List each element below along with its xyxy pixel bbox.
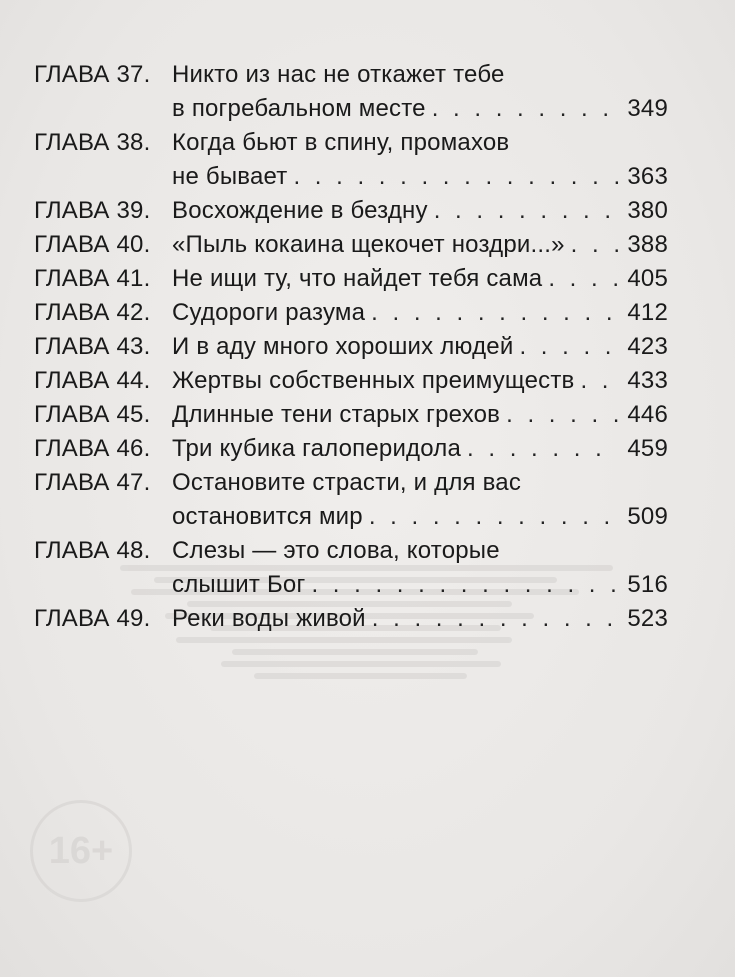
toc-entry <box>34 126 668 194</box>
toc-entry-line <box>34 58 668 92</box>
dot-leader <box>467 432 618 466</box>
chapter-title: Никто из нас не откажет тебе <box>172 61 505 88</box>
toc-entry-line <box>34 398 668 432</box>
toc-entry-line <box>34 330 668 364</box>
toc-entry <box>34 296 668 330</box>
chapter-number: ГЛАВА 37. <box>34 61 151 88</box>
toc-entry <box>34 194 668 228</box>
dot-leader <box>432 92 618 126</box>
toc-entry-continuation <box>34 92 668 126</box>
chapter-number: ГЛАВА 48. <box>34 537 151 564</box>
toc-entry-line <box>34 364 668 398</box>
dot-leader <box>506 398 618 432</box>
toc-entry-line <box>34 432 668 466</box>
table-of-contents <box>34 58 668 636</box>
chapter-title: не бывает <box>172 163 288 190</box>
chapter-title: И в аду много хороших людей <box>172 333 514 360</box>
page-number: 516 <box>627 571 668 598</box>
chapter-title: в погребальном месте <box>172 95 426 122</box>
toc-entry <box>34 228 668 262</box>
toc-entry <box>34 602 668 636</box>
toc-entry-line <box>34 262 668 296</box>
chapter-title: Слезы — это слова, которые <box>172 537 500 564</box>
chapter-number: ГЛАВА 46. <box>34 435 151 462</box>
page-number: 523 <box>627 605 668 632</box>
dot-leader <box>293 160 618 194</box>
toc-entry-continuation <box>34 568 668 602</box>
toc-entry <box>34 398 668 432</box>
page-number: 412 <box>627 299 668 326</box>
toc-entry-line <box>34 126 668 160</box>
chapter-title: Не ищи ту, что найдет тебя сама <box>172 265 543 292</box>
toc-entry-line <box>34 602 668 636</box>
toc-entry <box>34 466 668 534</box>
chapter-number: ГЛАВА 39. <box>34 197 151 224</box>
chapter-number: ГЛАВА 41. <box>34 265 151 292</box>
dot-leader <box>311 568 618 602</box>
chapter-title: Судороги разума <box>172 299 366 326</box>
dot-leader <box>580 364 618 398</box>
page-number: 388 <box>627 231 668 258</box>
toc-entry <box>34 58 668 126</box>
chapter-title: «Пыль кокаина щекочет ноздри...» <box>172 231 565 258</box>
toc-entry <box>34 330 668 364</box>
page-number: 363 <box>627 163 668 190</box>
toc-entry <box>34 262 668 296</box>
page-number: 380 <box>627 197 668 224</box>
chapter-number: ГЛАВА 45. <box>34 401 151 428</box>
dot-leader <box>548 262 618 296</box>
chapter-number: ГЛАВА 47. <box>34 469 151 496</box>
age-rating-mark: 16+ <box>30 800 132 902</box>
page-number: 349 <box>627 95 668 122</box>
chapter-number: ГЛАВА 44. <box>34 367 151 394</box>
chapter-title: Восхождение в бездну <box>172 197 428 224</box>
chapter-number: ГЛАВА 42. <box>34 299 151 326</box>
page-number: 459 <box>627 435 668 462</box>
chapter-number: ГЛАВА 43. <box>34 333 151 360</box>
dot-leader <box>519 330 618 364</box>
page-number: 423 <box>627 333 668 360</box>
toc-entry-line <box>34 534 668 568</box>
dot-leader <box>369 500 618 534</box>
toc-entry <box>34 534 668 602</box>
dot-leader <box>434 194 618 228</box>
chapter-number: ГЛАВА 38. <box>34 129 151 156</box>
chapter-title: остановится мир <box>172 503 363 530</box>
chapter-title: Длинные тени старых грехов <box>172 401 501 428</box>
page-number: 509 <box>627 503 668 530</box>
chapter-title: Жертвы собственных преимуществ <box>172 367 575 394</box>
chapter-title: Когда бьют в спину, промахов <box>172 129 510 156</box>
page-number: 446 <box>627 401 668 428</box>
chapter-title: слышит Бог <box>172 571 306 598</box>
dot-leader <box>372 602 618 636</box>
chapter-title: Реки воды живой <box>172 605 366 632</box>
chapter-title: Остановите страсти, и для вас <box>172 469 522 496</box>
toc-entry-line <box>34 466 668 500</box>
dot-leader <box>571 228 618 262</box>
page-number: 405 <box>627 265 668 292</box>
chapter-title: Три кубика галоперидола <box>172 435 462 462</box>
page-number: 433 <box>627 367 668 394</box>
chapter-number: ГЛАВА 49. <box>34 605 151 632</box>
toc-entry-continuation <box>34 160 668 194</box>
toc-entry <box>34 432 668 466</box>
toc-entry-continuation <box>34 500 668 534</box>
toc-entry-line <box>34 228 668 262</box>
toc-entry-line <box>34 194 668 228</box>
toc-entry <box>34 364 668 398</box>
chapter-number: ГЛАВА 40. <box>34 231 151 258</box>
dot-leader <box>371 296 618 330</box>
toc-entry-line <box>34 296 668 330</box>
